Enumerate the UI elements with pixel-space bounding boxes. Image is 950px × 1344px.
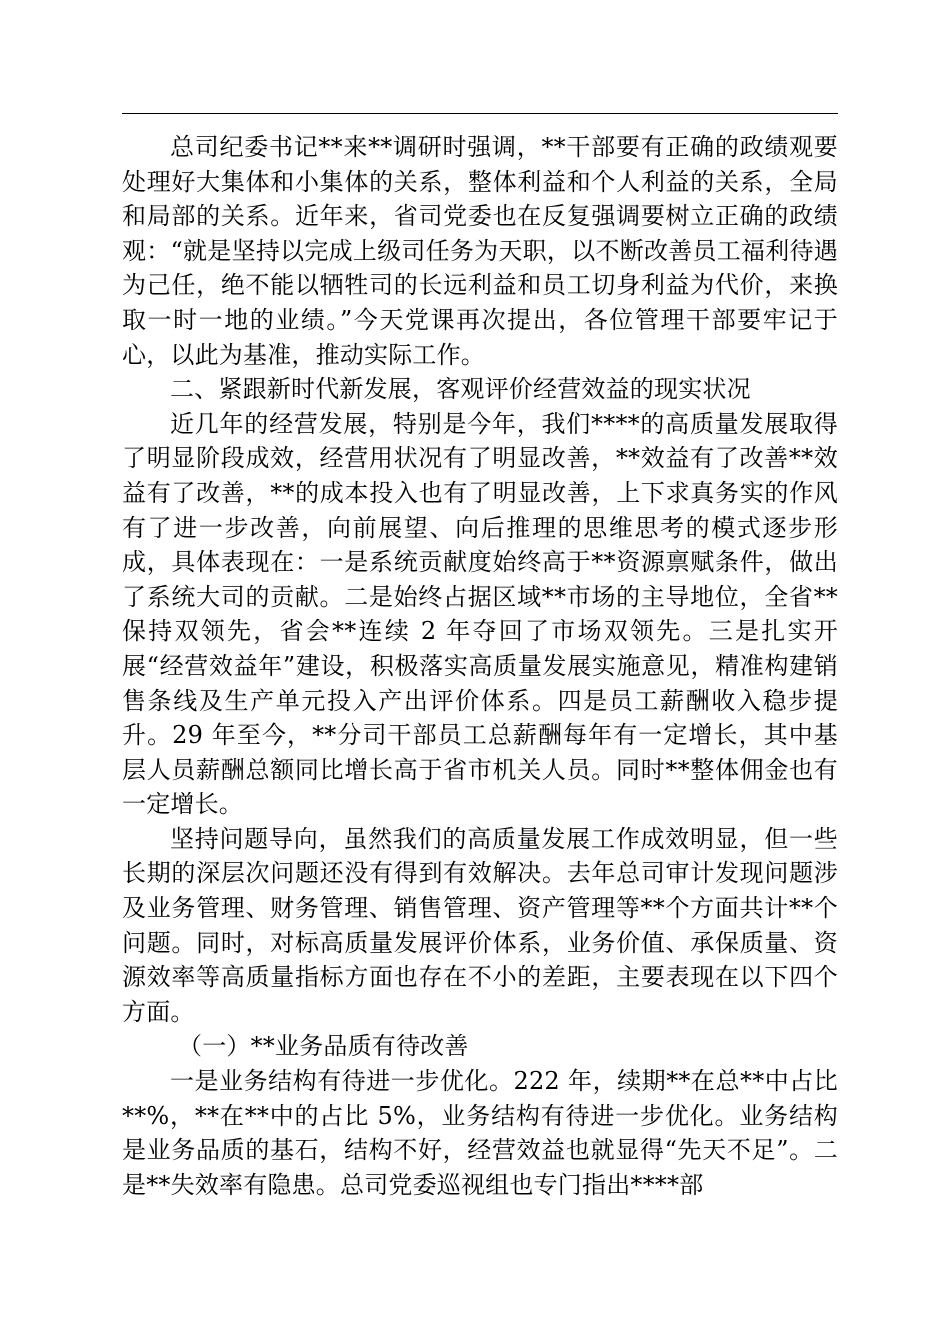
paragraph-problem-orientation: 坚持问题导向，虽然我们的高质量发展工作成效明显，但一些长期的深层次问题还没有得到有效解决。去年总司审计发现问题涉及业务管理、财务管理、销售管理、资产管理等**个方面共计**个问题。同时，对标高质量发展评价体系，业务价值、承保质量、资源效率等高质量指标方面也存在不小的差距，主要表现在以下四个方面。 — [122, 824, 838, 1026]
subsection-heading-1: （一）**业务品质有待改善 — [178, 1032, 469, 1061]
paragraph-political-achievement: 总司纪委书记**来**调研时强调，**干部要有正确的政绩观要处理好大集体和小集体的关系，整体利益和个人利益的关系，全局和局部的关系。近年来，省司党委也在反复强调要树立正确的政绩观：“就是坚持以完成上级司任务为天职，以不断改善员工福利待遇为己任，绝不能以牺牲司的长远利益和员工切身利益为代价，来换取一时一地的业绩。”今天党课再次提出，各位管理干部要牢记于心，以此为基准，推动实际工作。 — [122, 133, 838, 369]
paragraph-business-results: 近几年的经营发展，特别是今年，我们****的高质量发展取得了明显阶段成效，经营用状况有了明显改善，**效益有了改善**效益有了改善，**的成本投入也有了明显改善，上下求真务实的作风有了进一步改善，向前展望、向后推理的思维思考的模式逐步形成，具体表现在：一是系统贡献度始终高于**资源禀赋条件，做出了系统大司的贡献。二是始终占据区域**市场的主导地位，全省**保持双领先，省会**连续 2 年夺回了市场双领先。三是扎实开展“经营效益年”建设，积极落实高质量发展实施意见，精准构建销售条线及生产单元投入产出评价体系。四是员工薪酬收入稳步提升。29 年至今，**分司干部员工总薪酬每年有一定增长，其中基层人员薪酬总额同比增长高于省市机关人员。同时**整体佣金也有一定增长。 — [122, 409, 838, 819]
body-text — [122, 130, 838, 1202]
header-rule — [122, 113, 838, 114]
paragraph-business-structure: 一是业务结构有待进一步优化。222 年，续期**在总**中占比**%，**在**中的占比 5%，业务结构有待进一步优化。业务结构是业务品质的基石，结构不好，经营效益也就显得“先天不足”。二是**失效率有隐患。总司党委巡视组也专门指出****部 — [122, 1067, 838, 1199]
section-heading-2: 二、紧跟新时代新发展，客观评价经营效益的现实状况 — [170, 375, 751, 404]
